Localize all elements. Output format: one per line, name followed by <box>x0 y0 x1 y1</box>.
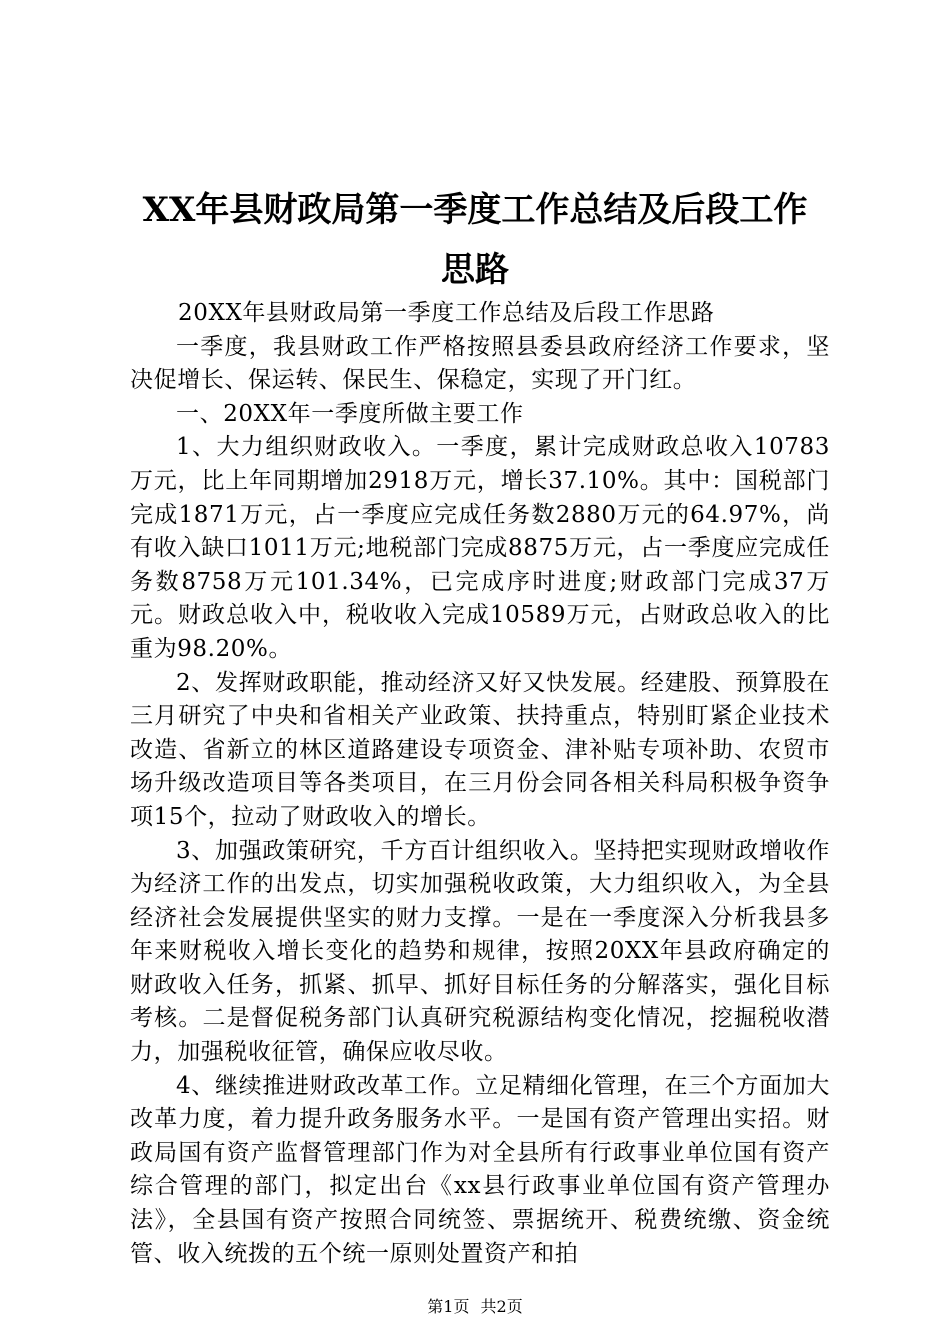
document-title-line1: XX年县财政局第一季度工作总结及后段工作 <box>142 190 808 230</box>
paragraph-item-2: 2、发挥财政职能，推动经济又好又快发展。经建股、预算股在三月研究了中央和省相关产业政策、扶持重点，特别盯紧企业技术改造、省新立的林区道路建设专项资金、津补贴专项补助、农贸市场升级改造项目等各类项目，在三月份会同各相关科局积极争资争项15个，拉动了财政收入的增长。 <box>130 669 830 830</box>
document-title-line2: 思路 <box>441 250 509 290</box>
paragraph-subtitle: 20XX年县财政局第一季度工作总结及后段工作思路 <box>178 300 715 326</box>
paragraph-item-3: 3、加强政策研究，千方百计组织收入。坚持把实现财政增收作为经济工作的出发点，切实加强税收政策，大力组织收入，为全县经济社会发展提供坚实的财力支撑。一是在一季度深入分析我县多年来财税收入增长变化的趋势和规律，按照20XX年县政府确定的财政收入任务，抓紧、抓早、抓好目标任务的分解落实，强化目标考核。二是督促税务部门认真研究税源结构变化情况，挖掘税收潜力，加强税收征管，确保应收尽收。 <box>130 837 830 1066</box>
paragraph-item-1: 1、大力组织财政收入。一季度，累计完成财政总收入10783万元，比上年同期增加2918万元，增长37.10%。其中：国税部门完成1871万元，占一季度应完成任务数2880万元的64.97%，尚有收入缺口1011万元;地税部门完成8875万元，占一季度应完成任务数8758万元101.34%，已完成序时进度;财政部门完成37万元。财政总收入中，税收收入完成10589万元，占财政总收入的比重为98.20%。 <box>130 434 830 662</box>
paragraph-item-4: 4、继续推进财政改革工作。立足精细化管理，在三个方面加大改革力度，着力提升政务服务水平。一是国有资产管理出实招。财政局国有资产监督管理部门作为对全县所有行政事业单位国有资产综合管理的部门，拟定出台《xx县行政事业单位国有资产管理办法》，全县国有资产按照合同统签、票据统开、税费统缴、资金统管、收入统拨的五个统一原则处置资产和拍 <box>130 1072 830 1267</box>
page-footer <box>0 1297 950 1317</box>
page-total: 共2页 <box>480 1297 523 1316</box>
section-heading: 一、20XX年一季度所做主要工作 <box>176 400 524 427</box>
paragraph-intro: 一季度，我县财政工作严格按照县委县政府经济工作要求，坚决促增长、保运转、保民生、保稳定，实现了开门红。 <box>130 333 830 394</box>
page-number: 第1页 <box>427 1297 470 1316</box>
document-body <box>130 297 830 1271</box>
